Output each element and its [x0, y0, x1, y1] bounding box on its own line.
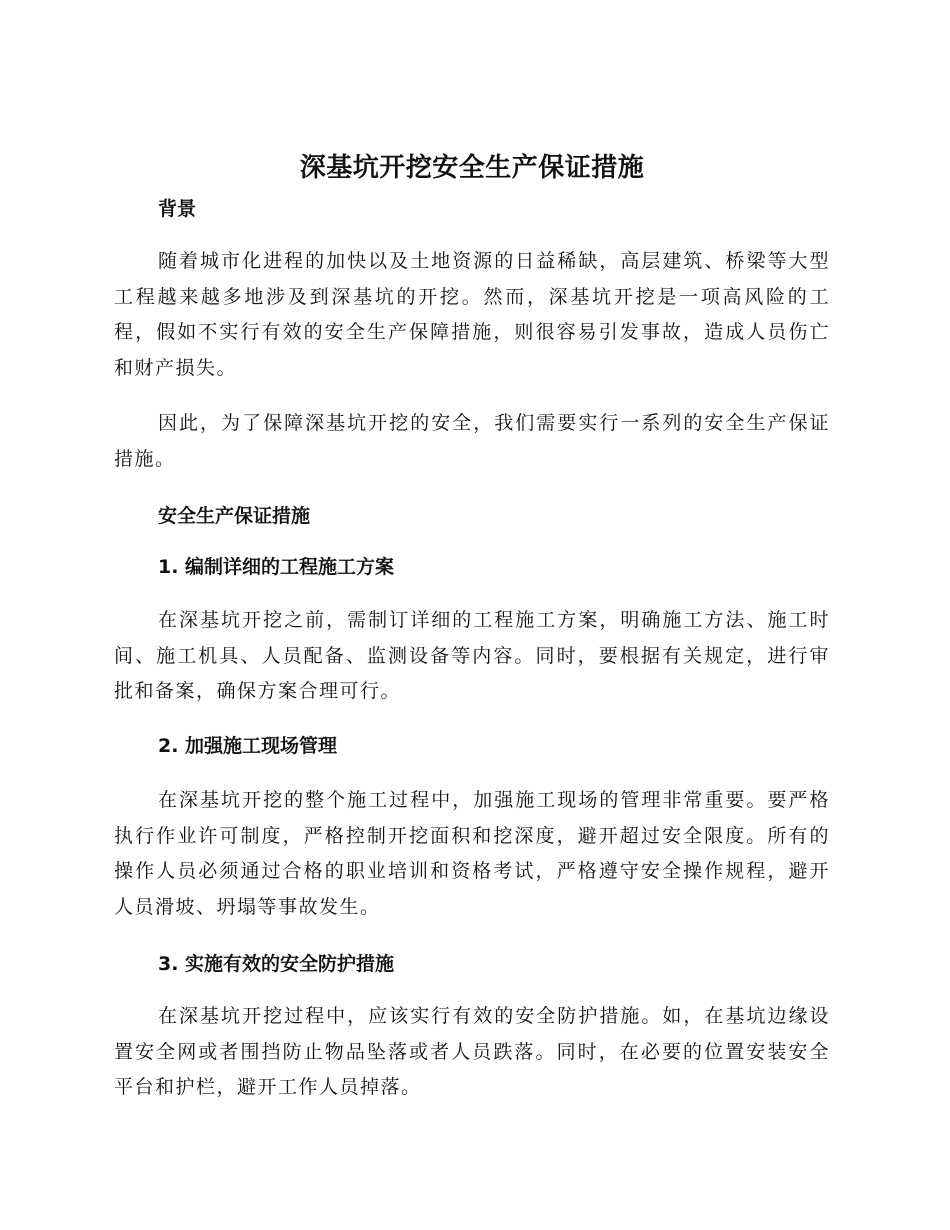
subheading-construction-plan: 1. 编制详细的工程施工方案 [158, 556, 395, 578]
section-heading-background: 背景 [158, 198, 197, 220]
section-heading-measures: 安全生产保证措施 [158, 505, 311, 527]
paragraph-site-management: 在深基坑开挖的整个施工过程中，加强施工现场的管理非常重要。要严格执行作业许可制度，严格控制开挖面积和挖深度，避开超过安全限度。所有的操作人员必须通过合格的职业培训和资格考试，严格遵守安全操作规程，避开人员滑坡、坍塌等事故发生。 [114, 789, 830, 918]
document-title: 深基坑开挖安全生产保证措施 [299, 153, 645, 183]
paragraph-background-1: 随着城市化进程的加快以及土地资源的日益稀缺，高层建筑、桥梁等大型工程越来越多地涉及到深基坑的开挖。然而，深基坑开挖是一项高风险的工程，假如不实行有效的安全生产保障措施，则很容易引发事故，造成人员伤亡和财产损失。 [114, 250, 830, 379]
subheading-site-management: 2. 加强施工现场管理 [158, 735, 338, 757]
subheading-safety-protection: 3. 实施有效的安全防护措施 [158, 953, 395, 975]
paragraph-construction-plan: 在深基坑开挖之前，需制订详细的工程施工方案，明确施工方法、施工时间、施工机具、人员配备、监测设备等内容。同时，要根据有关规定，进行审批和备案，确保方案合理可行。 [114, 609, 830, 702]
paragraph-background-2: 因此，为了保障深基坑开挖的安全，我们需要实行一系列的安全生产保证措施。 [114, 412, 830, 470]
paragraph-safety-protection: 在深基坑开挖过程中，应该实行有效的安全防护措施。如，在基坑边缘设置安全网或者围挡防止物品坠落或者人员跌落。同时，在必要的位置安装安全平台和护栏，避开工作人员掉落。 [114, 1005, 830, 1098]
